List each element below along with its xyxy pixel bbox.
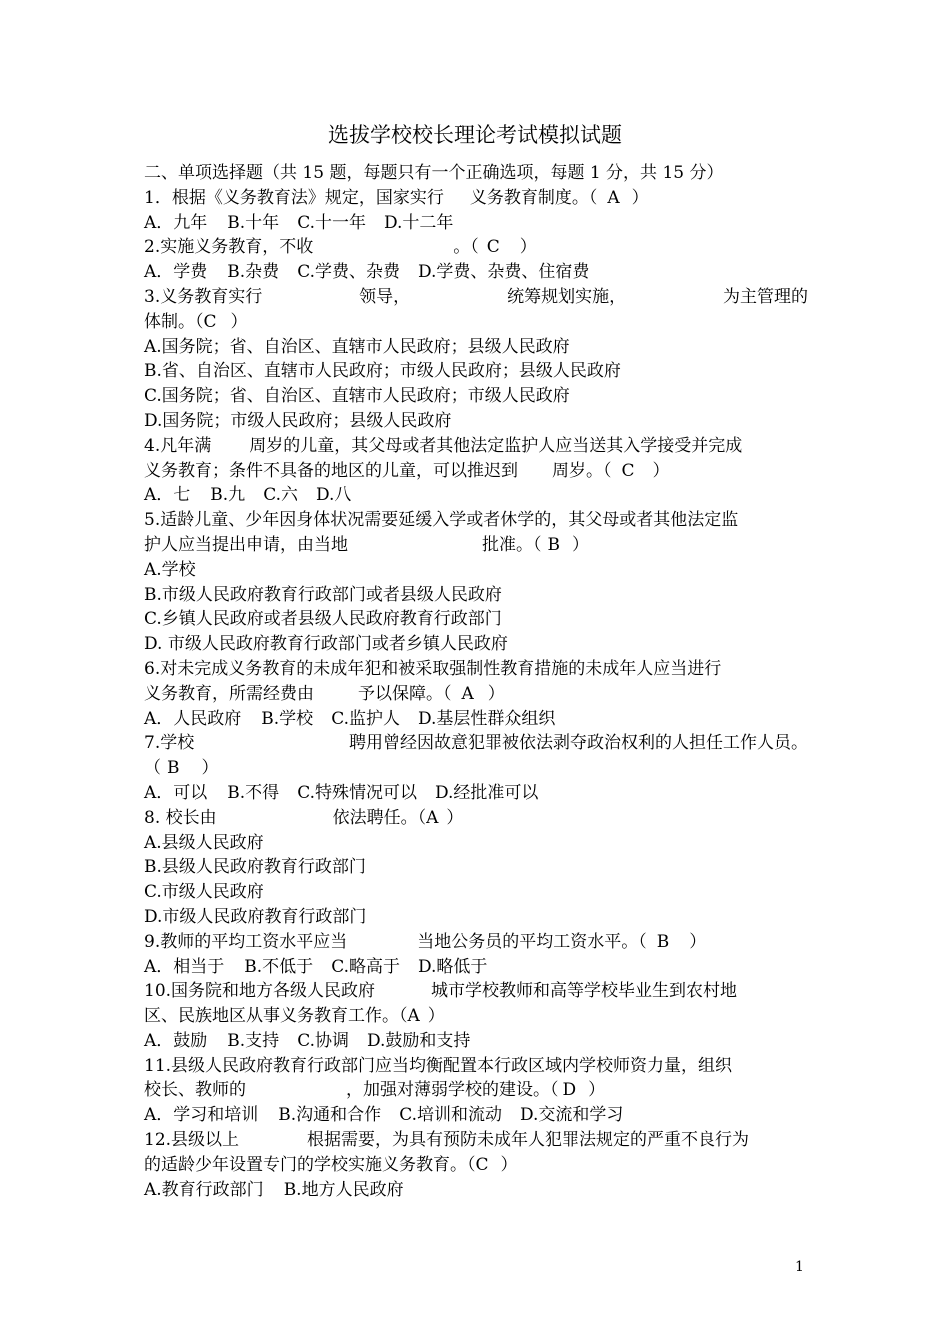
document-body [144, 161, 808, 1202]
question-5-line-2: 护人应当提出申请，由当地 批准。（ B ） [144, 534, 589, 555]
question-2-options: A．学费 B.杂费 C.学费、杂费 D.学费、杂费、住宿费 [144, 262, 590, 283]
question-3-option-c: C.国务院；省、自治区、直辖市人民政府；市级人民政府 [144, 386, 570, 407]
question-4: 4.凡年满 周岁的儿童，其父母或者其他法定监护人应当送其入学接受并完成 [144, 435, 743, 456]
question-11: 11.县级人民政府教育行政部门应当均衡配置本行政区域内学校师资力量，组织 [144, 1055, 733, 1076]
question-5: 5.适龄儿童、少年因身体状况需要延缓入学或者休学的，其父母或者其他法定监 [144, 510, 739, 531]
question-4-line-2: 义务教育；条件不具备的地区的儿童，可以推迟到 周岁。（ C ） [144, 460, 670, 481]
answer-4: C [621, 460, 635, 481]
question-10-line-2: 区、民族地区从事义务教育工作。（A ） [144, 1006, 445, 1027]
answer-2: C [486, 237, 500, 258]
question-5-option-a: A.学校 [144, 559, 196, 580]
question-3-line-2: 体制。（C ） [144, 311, 248, 332]
question-4-options: A．七 B.九 C.六 D.八 [144, 485, 352, 506]
question-5-option-d: D. 市级人民政府教育行政部门或者乡镇人民政府 [144, 634, 508, 655]
question-10-options: A．鼓励 B.支持 C.协调 D.鼓励和支持 [144, 1030, 471, 1051]
question-11-line-2: 校长、教师的 ，加强对薄弱学校的建设。（ D ） [144, 1080, 606, 1101]
question-5-option-c: C.乡镇人民政府或者县级人民政府教育行政部门 [144, 609, 502, 630]
question-3: 3.义务教育实行 领导， 统筹规划实施， 为主管理的 [144, 286, 808, 307]
question-7-line-2: （ B ） [144, 758, 219, 779]
question-8-option-c: C.市级人民政府 [144, 882, 264, 903]
question-9: 9.教师的平均工资水平应当 当地公务员的平均工资水平。（ B ） [144, 931, 707, 952]
answer-11: D [562, 1080, 577, 1101]
answer-12: C [475, 1154, 489, 1175]
document-title: 选拔学校校长理论考试模拟试题 [328, 123, 622, 147]
answer-5: B [547, 534, 560, 555]
answer-6: A [461, 683, 474, 704]
answer-7: B [167, 758, 180, 779]
question-7: 7.学校 聘用曾经因故意犯罪被依法剥夺政治权利的人担任工作人员。 [144, 733, 808, 754]
question-8-option-a: A.县级人民政府 [144, 832, 264, 853]
question-1-options: A．九年 B.十年 C.十一年 D.十二年 [144, 212, 454, 233]
question-7-options: A．可以 B.不得 C.特殊情况可以 D.经批准可以 [144, 782, 539, 803]
question-3-option-a: A.国务院；省、自治区、直辖市人民政府；县级人民政府 [144, 336, 570, 357]
question-8: 8. 校长由 依法聘任。（A ） [144, 807, 464, 828]
answer-1: A [607, 187, 620, 208]
question-6-line-2: 义务教育，所需经费由 予以保障。（ A ） [144, 683, 505, 704]
question-2: 2.实施义务教育，不收 。（ C ） [144, 237, 537, 258]
question-1: 1．根据《义务教育法》规定，国家实行 义务教育制度。（ A ） [144, 187, 649, 208]
question-12: 12.县级以上 根据需要，为具有预防未成年人犯罪法规定的严重不良行为 [144, 1130, 750, 1151]
question-10: 10.国务院和地方各级人民政府 城市学校教师和高等学校毕业生到农村地 [144, 981, 738, 1002]
question-6-options: A．人民政府 B.学校 C.监护人 D.基层性群众组织 [144, 708, 556, 729]
question-12-options: A.教育行政部门 B.地方人民政府 [144, 1179, 404, 1200]
question-3-option-d: D.国务院；市级人民政府；县级人民政府 [144, 410, 452, 431]
answer-3: C [203, 311, 217, 332]
question-11-options: A．学习和培训 B.沟通和合作 C.培训和流动 D.交流和学习 [144, 1105, 624, 1126]
question-9-options: A．相当于 B.不低于 C.略高于 D.略低于 [144, 956, 488, 977]
question-3-option-b: B.省、自治区、直辖市人民政府；市级人民政府；县级人民政府 [144, 361, 621, 382]
section-heading: 二、单项选择题（共 15 题，每题只有一个正确选项，每题 1 分，共 15 分） [144, 163, 724, 183]
question-6: 6.对未完成义务教育的未成年犯和被采取强制性教育措施的未成年人应当进行 [144, 658, 722, 679]
page-number: 1 [795, 1259, 804, 1275]
answer-10: A [407, 1006, 420, 1027]
question-12-line-2: 的适龄少年设置专门的学校实施义务教育。（C ） [144, 1154, 518, 1175]
answer-9: B [656, 931, 670, 952]
question-5-option-b: B.市级人民政府教育行政部门或者县级人民政府 [144, 584, 502, 605]
answer-8: A [426, 807, 439, 828]
question-8-option-b: B.县级人民政府教育行政部门 [144, 857, 366, 878]
question-8-option-d: D.市级人民政府教育行政部门 [144, 906, 367, 927]
